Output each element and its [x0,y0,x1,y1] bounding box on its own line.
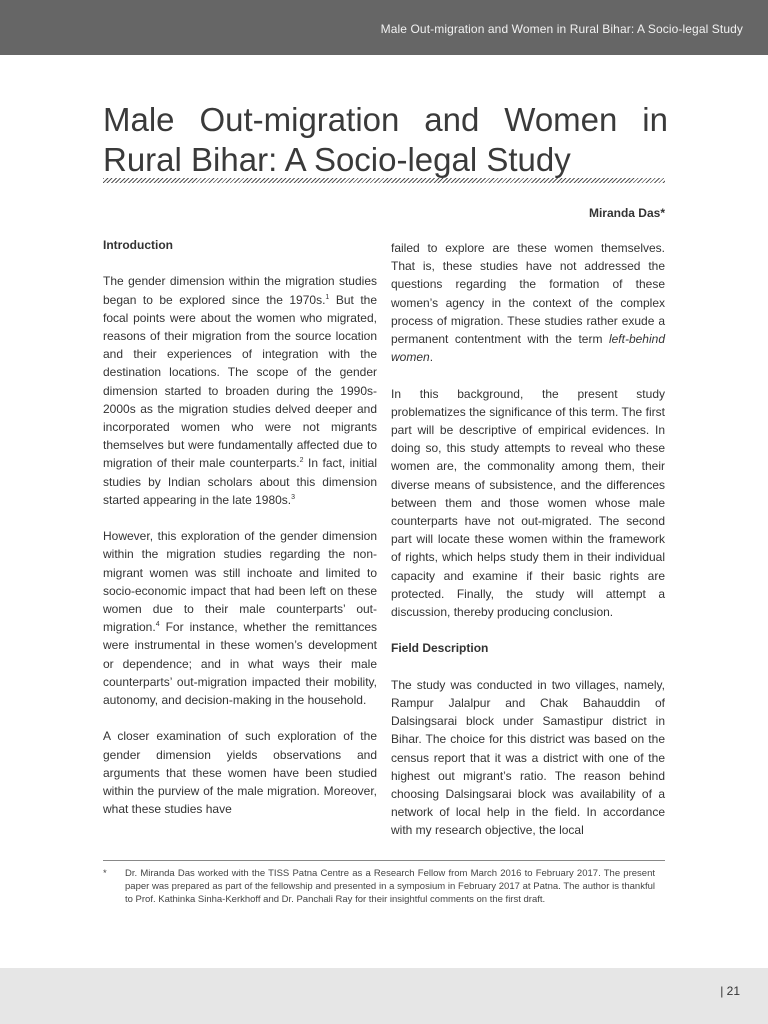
author-name: Miranda Das* [588,206,665,220]
section-heading-introduction: Introduction [103,238,173,252]
footnote-ref: 1 [325,293,330,301]
paragraph: A closer examination of such exploration of the gender dimension yields observations and arguments that these women have been studied within the purview of the male migration. Moreover, what these studies have [103,729,377,817]
section-heading-field-description: Field Description [391,641,489,656]
article-title [103,100,668,180]
footnote-mark: * [103,868,107,879]
footnote-ref: 3 [291,493,296,501]
article-title-line-2: Rural Bihar: A Socio-legal Study [103,141,571,178]
footer-band [0,968,768,1024]
page-number: | 21 [720,984,740,998]
paragraph: The study was conducted in two villages, namely, Rampur Jalalpur and Chak Bahauddin of Dalsingsarai block under Samastipur district in Bihar. The choice for this district was based on the census report that it was a district with one of the highest out migrant’s ratio. The reason behind choosing Dalsingsarai block was availability of a network of local help in the field. In accordance with my research objective, the local [391,677,665,838]
footnote-ref: 4 [155,621,160,629]
footnote-ref: 2 [299,457,304,465]
left-column [103,236,377,837]
right-column [391,239,665,858]
article-title-line-1: Male Out-migration and Women in [103,101,668,138]
paragraph: However, this exploration of the gender dimension within the migration studies regarding the non-migrant women was still inchoate and limited to socio-economic impact that had been left on these women due to their male counterparts’ out-migration.$^4$ For instance, whether the remittances were instrumental in these women’s development or dependence; and in what ways their male counterparts’ out-migration impacted their mobility, autonomy, and decision-making in the household. [103,529,377,708]
running-header-title: Male Out-migration and Women in Rural Bihar: A Socio-legal Study [380,22,743,36]
title-hatched-divider [103,178,665,183]
running-header-band [0,0,768,55]
paragraph: In this background, the present study problematizes the significance of this term. The first part will be descriptive of empirical evidences. In doing so, this study attempts to reveal who these women are, the commonality among them, their diverse means of subsistence, and the differences between them and those women whose male counterparts have not out-migrated. The second part will locate these women within the framework of rights, which helps study them in their individual capacity and examine if their basic rights are protected. Finally, the study will attempt a discussion, thereby producing conclusion. [391,386,665,620]
paragraph: failed to explore are these women themselves. That is, these studies have not addressed the questions regarding the formation of these women’s agency in the context of the complex process of migration. These studies rather exude a permanent contentment with the term left-behind women. [391,241,665,365]
italic-term: left-behind women [391,332,665,365]
footnote-divider [103,860,665,861]
footnote-text: Dr. Miranda Das worked with the TISS Patna Centre as a Research Fellow from March 2016 to February 2017. The present paper was prepared as part of the fellowship and presented in a symposium in February 2017 at Patna. The author is thankful to Prof. Kathinka Sinha-Kerkhoff and Dr. Panchali Ray for their insightful comments on the first draft. [125,868,655,905]
paragraph: The gender dimension within the migration studies began to be explored since the 1970s.$^1$ But the focal points were about the women who migrated, reasons of their migration from the source location and their experiences of integration with the destination locations. The scope of the gender dimension started to broaden during the 1990s-2000s as the migration studies delved deeper and incorporated women who were not migrants themselves but were fundamentally affected due to migration of their male counterparts.$^2$ In fact, initial studies by Indian scholars about this dimension started appearing in the late 1980s.$^3$ [103,274,378,507]
